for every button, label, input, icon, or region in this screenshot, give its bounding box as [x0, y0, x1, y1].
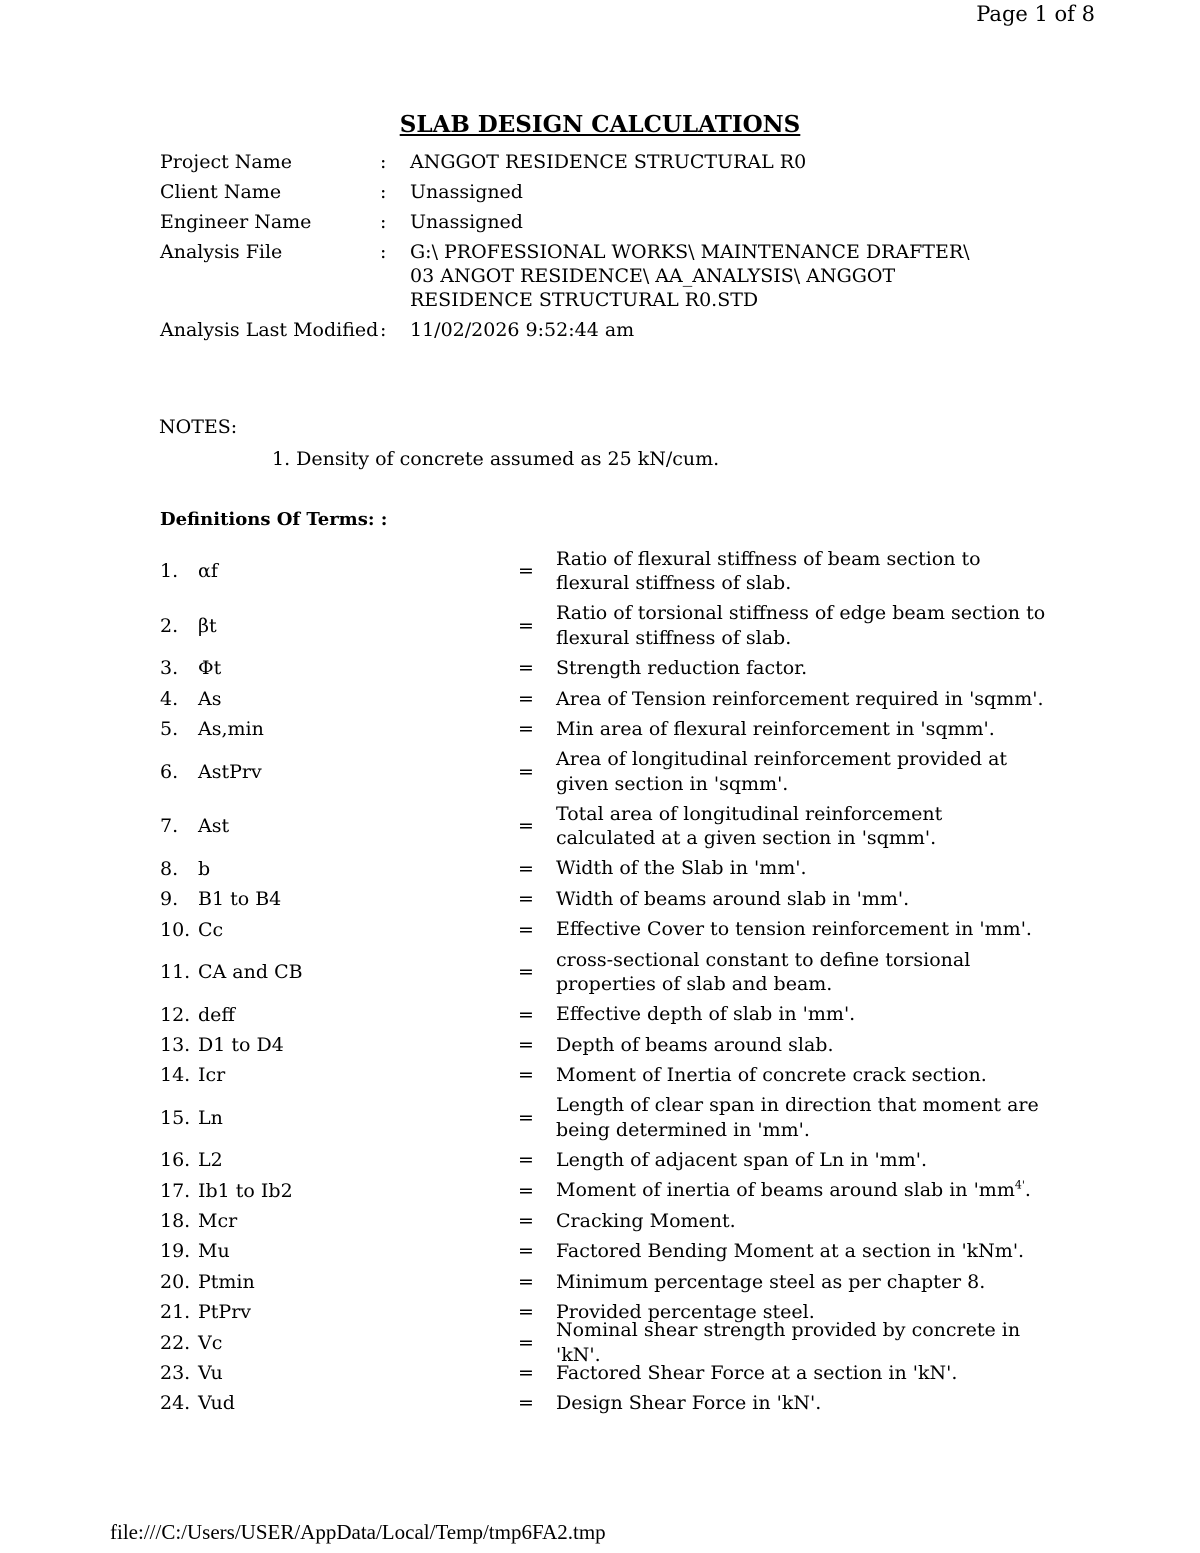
- definition-description: [556, 717, 1046, 742]
- definition-equals: =: [518, 760, 534, 783]
- definition-term: AstPrv: [198, 760, 262, 783]
- definition-equals: =: [518, 1003, 534, 1026]
- definition-equals: =: [518, 1064, 534, 1087]
- definition-description: [556, 1093, 1046, 1142]
- definition-number: 13.: [160, 1033, 191, 1056]
- definition-term: As,min: [198, 718, 264, 741]
- definition-number: 18.: [160, 1210, 191, 1233]
- definition-term: Mu: [198, 1240, 230, 1263]
- definition-description-text: Design Shear Force in 'kN'.: [556, 1392, 822, 1415]
- definition-description-text: Ratio of torsional stiffness of edge beam section to flexural stiffness of slab.: [556, 602, 1046, 649]
- definition-equals: =: [518, 1392, 534, 1415]
- definition-number: 5.: [160, 718, 179, 741]
- definition-description-text: Nominal shear strength provided by concrete in 'kN'.: [556, 1319, 1021, 1366]
- info-row-project-name: [160, 150, 980, 174]
- definition-description: [556, 1239, 1046, 1264]
- definition-description: [556, 1270, 1046, 1295]
- definition-term: Vc: [198, 1331, 223, 1354]
- definition-term: As: [198, 687, 222, 710]
- definition-equals: =: [518, 718, 534, 741]
- definition-description: [556, 747, 1046, 796]
- definition-number: 8.: [160, 857, 179, 880]
- definition-number: 15.: [160, 1106, 191, 1129]
- definition-number: 17.: [160, 1179, 191, 1202]
- definition-description-text: Moment of inertia of beams around slab in 'mm: [556, 1179, 1015, 1202]
- definition-description-text: Width of the Slab in 'mm'.: [556, 857, 807, 880]
- info-label: Client Name: [160, 181, 282, 203]
- definition-description-text: Effective depth of slab in 'mm'.: [556, 1003, 856, 1026]
- definition-description-text: Area of longitudinal reinforcement provided at given section in 'sqmm'.: [556, 748, 1008, 795]
- definition-term: L2: [198, 1149, 223, 1172]
- definition-equals: =: [518, 1033, 534, 1056]
- definition-row: [160, 799, 1046, 854]
- info-row-client-name: [160, 180, 980, 204]
- definition-row: [160, 884, 1046, 914]
- definition-number: 23.: [160, 1362, 191, 1384]
- definition-equals: =: [518, 1301, 534, 1324]
- definition-row: [160, 744, 1046, 799]
- definition-row: [160, 1319, 1046, 1366]
- definition-row: [160, 1145, 1046, 1175]
- definition-row: [160, 1206, 1046, 1236]
- info-value: Unassigned: [410, 181, 523, 203]
- definition-number: 24.: [160, 1392, 191, 1415]
- definition-term: B1 to B4: [198, 888, 282, 911]
- definition-row: [160, 544, 1046, 599]
- definition-equals: =: [518, 1362, 534, 1384]
- document-title: SLAB DESIGN CALCULATIONS: [399, 111, 801, 138]
- definition-row: [160, 1090, 1046, 1145]
- info-label: Project Name: [160, 151, 292, 173]
- definition-number: 11.: [160, 961, 191, 984]
- definition-term: Cc: [198, 918, 224, 941]
- definition-term: Mcr: [198, 1210, 238, 1233]
- definition-number: 7.: [160, 815, 179, 838]
- info-row-analysis-last-modified: [160, 318, 980, 342]
- definition-equals: =: [518, 1270, 534, 1293]
- definition-equals: =: [518, 687, 534, 710]
- definition-description: [556, 1148, 1046, 1173]
- definition-number: 4.: [160, 687, 179, 710]
- definition-row: [160, 1060, 1046, 1090]
- definition-row: [160, 1175, 1046, 1205]
- definition-equals: =: [518, 1240, 534, 1263]
- definition-number: 10.: [160, 918, 191, 941]
- definition-row: [160, 1236, 1046, 1266]
- definition-description: [556, 601, 1046, 650]
- definition-row: [160, 1388, 1046, 1418]
- definition-description-text: Minimum percentage steel as per chapter 8.: [556, 1270, 986, 1293]
- definition-description: [556, 656, 1046, 681]
- definition-description: [556, 687, 1046, 712]
- info-value: Unassigned: [410, 211, 523, 233]
- definition-description-text: Min area of flexural reinforcement in 'sqmm'.: [556, 717, 995, 740]
- definition-number: 12.: [160, 1003, 191, 1026]
- definition-row: [160, 945, 1046, 1000]
- definition-row: [160, 854, 1046, 884]
- definitions-heading: Definitions Of Terms: :: [160, 509, 388, 530]
- definition-description: [556, 948, 1046, 997]
- info-value: G:\ PROFESSIONAL WORKS\ MAINTENANCE DRAFTER\ 03 ANGOT RESIDENCE\ AA_ANALYSIS\ ANGGOT RESIDENCE STRUCTURAL R0.STD: [410, 241, 970, 311]
- definition-row: [160, 1030, 1046, 1060]
- definition-description: [556, 917, 1046, 942]
- definition-number: 21.: [160, 1301, 191, 1324]
- definition-number: 20.: [160, 1270, 191, 1293]
- definition-description: [556, 1063, 1046, 1088]
- definition-equals: =: [518, 1149, 534, 1172]
- definition-description-text: cross-sectional constant to define torsional properties of slab and beam.: [556, 948, 971, 996]
- info-value: ANGGOT RESIDENCE STRUCTURAL R0: [410, 151, 807, 173]
- definition-term: Ast: [198, 815, 230, 838]
- definition-description-text: Factored Shear Force at a section in 'kN'.: [556, 1361, 958, 1384]
- definition-number: 1.: [160, 560, 179, 583]
- definition-row: [160, 1267, 1046, 1297]
- definition-number: 9.: [160, 888, 179, 911]
- definition-description: [556, 547, 1046, 596]
- definition-description: [556, 1002, 1046, 1027]
- project-info-table: [160, 150, 980, 348]
- definition-equals: =: [518, 918, 534, 941]
- definitions-list: [160, 544, 1046, 1419]
- footer-file-path: file:///C:/Users/USER/AppData/Local/Temp/tmp6FA2.tmp: [110, 1520, 606, 1544]
- info-colon: :: [380, 319, 387, 341]
- definition-number: 19.: [160, 1240, 191, 1263]
- definition-equals: =: [518, 1331, 534, 1354]
- definition-term: Ln: [198, 1106, 223, 1129]
- definition-term: Ptmin: [198, 1270, 255, 1293]
- definition-term: Vud: [198, 1392, 235, 1415]
- info-colon: :: [380, 211, 387, 233]
- notes-heading: NOTES:: [159, 416, 238, 438]
- definition-equals: =: [518, 560, 534, 583]
- info-row-engineer-name: [160, 210, 980, 234]
- definition-row: [160, 599, 1046, 654]
- definition-equals: =: [518, 888, 534, 911]
- definition-description: [556, 1209, 1046, 1234]
- definition-equals: =: [518, 1210, 534, 1233]
- definition-term: PtPrv: [198, 1301, 252, 1324]
- definition-description-tail: .: [1024, 1179, 1031, 1202]
- info-label: Engineer Name: [160, 211, 312, 233]
- definition-description-text: Effective Cover to tension reinforcement in 'mm'.: [556, 918, 1032, 941]
- definition-term: Vu: [198, 1362, 223, 1384]
- definition-description-text: Length of clear span in direction that moment are being determined in 'mm'.: [556, 1094, 1039, 1141]
- definition-description: [556, 802, 1046, 851]
- definition-equals: =: [518, 1106, 534, 1129]
- definition-row: [160, 684, 1046, 714]
- note-item: 1. Density of concrete assumed as 25 kN/cum.: [272, 448, 720, 470]
- definition-equals: =: [518, 961, 534, 984]
- definition-term: deff: [198, 1003, 235, 1026]
- definition-description: [556, 1178, 1046, 1203]
- definition-description-text: Cracking Moment.: [556, 1209, 736, 1232]
- definition-description-text: Depth of beams around slab.: [556, 1033, 834, 1056]
- definition-description: [556, 1391, 1046, 1416]
- definition-term: D1 to D4: [198, 1033, 284, 1056]
- definition-description: [556, 1361, 1046, 1386]
- definition-description: [556, 887, 1046, 912]
- definition-term: αf: [198, 560, 218, 583]
- info-colon: :: [380, 181, 387, 203]
- definition-number: 3.: [160, 657, 179, 680]
- definition-number: 14.: [160, 1064, 191, 1087]
- definition-description-text: Total area of longitudinal reinforcement calculated at a given section in 'sqmm'.: [556, 802, 943, 850]
- definition-number: 16.: [160, 1149, 191, 1172]
- definition-number: 2.: [160, 614, 179, 637]
- info-row-analysis-file: [160, 240, 980, 312]
- definition-description: [556, 856, 1046, 881]
- definition-term: Φt: [198, 657, 222, 680]
- definition-term: Icr: [198, 1064, 226, 1087]
- page-number: Page 1 of 8: [976, 2, 1095, 26]
- definition-description-text: Moment of Inertia of concrete crack section.: [556, 1064, 987, 1087]
- definition-description-text: Provided percentage steel.: [556, 1300, 815, 1323]
- definition-equals: =: [518, 657, 534, 680]
- info-colon: :: [380, 151, 387, 173]
- definition-equals: =: [518, 1179, 534, 1202]
- definition-term: Ib1 to Ib2: [198, 1179, 293, 1202]
- definition-description: [556, 1033, 1046, 1058]
- definition-description-text: Ratio of flexural stiffness of beam section to flexural stiffness of slab.: [556, 547, 981, 595]
- definition-description-text: Width of beams around slab in 'mm'.: [556, 887, 910, 910]
- info-value: 11/02/2026 9:52:44 am: [410, 319, 635, 341]
- definition-term: βt: [198, 614, 217, 637]
- superscript-text: 4': [1014, 1179, 1025, 1193]
- definition-row: [160, 1358, 1046, 1388]
- definition-description-text: Length of adjacent span of Ln in 'mm'.: [556, 1149, 927, 1172]
- info-label: Analysis Last Modified: [160, 319, 379, 341]
- definition-equals: =: [518, 815, 534, 838]
- definition-term: CA and CB: [198, 961, 303, 984]
- definition-equals: =: [518, 857, 534, 880]
- definition-description-text: Factored Bending Moment at a section in 'kNm'.: [556, 1240, 1025, 1263]
- definition-number: 6.: [160, 760, 179, 783]
- definition-equals: =: [518, 614, 534, 637]
- info-label: Analysis File: [160, 241, 283, 263]
- info-colon: :: [380, 241, 387, 263]
- definition-description-text: Strength reduction factor.: [556, 657, 808, 680]
- definition-row: [160, 714, 1046, 744]
- definition-row: [160, 999, 1046, 1029]
- definition-number: 22.: [160, 1331, 191, 1354]
- definition-description-text: Area of Tension reinforcement required in 'sqmm'.: [556, 687, 1044, 710]
- definition-row: [160, 653, 1046, 683]
- definition-term: b: [198, 857, 211, 880]
- definition-row: [160, 914, 1046, 944]
